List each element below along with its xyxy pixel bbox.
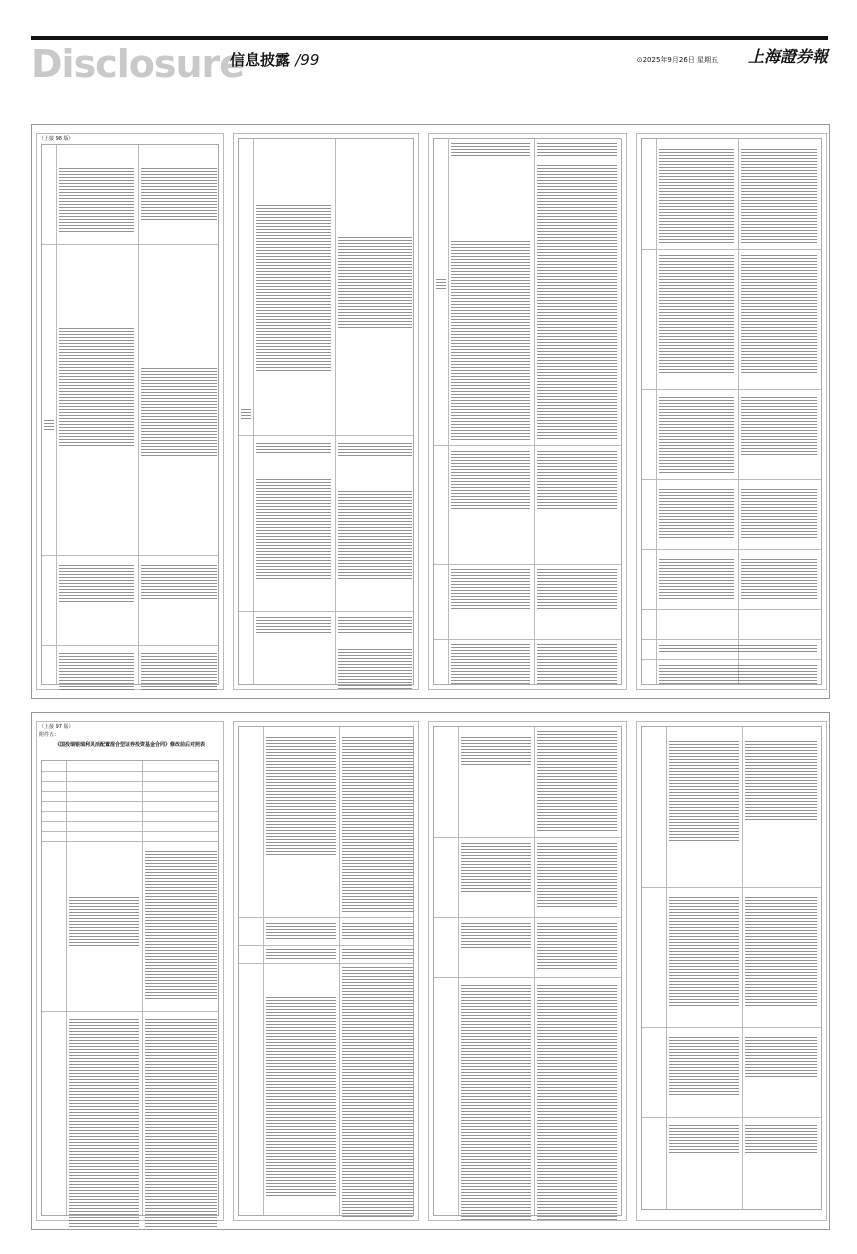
text-block xyxy=(338,649,412,689)
text-block xyxy=(659,489,734,539)
table-rule xyxy=(263,727,264,1215)
date-text: 2025年9月26日 星期五 xyxy=(642,56,718,64)
column-1 xyxy=(36,721,224,1221)
table-rule xyxy=(434,917,621,918)
table-rule xyxy=(738,139,739,684)
table-rule xyxy=(642,1117,821,1118)
text-block xyxy=(69,897,139,947)
text-block xyxy=(659,559,734,599)
continued-label: （上接 97 版） xyxy=(39,724,74,730)
table-rule xyxy=(56,145,57,684)
table-rule xyxy=(642,389,821,390)
section-title-text: 信息披露 xyxy=(230,51,291,69)
text-block xyxy=(745,897,817,1007)
text-block xyxy=(537,165,617,439)
table-rule xyxy=(642,659,821,660)
text-block xyxy=(451,569,530,609)
text-block xyxy=(659,645,817,653)
text-block xyxy=(745,741,817,821)
text-block xyxy=(145,851,217,1001)
table-rule xyxy=(534,139,535,684)
text-block xyxy=(669,897,739,1007)
comparison-table xyxy=(433,138,622,685)
text-block xyxy=(669,741,739,841)
text-block xyxy=(44,420,54,432)
text-block xyxy=(537,569,617,609)
section-title xyxy=(230,50,319,70)
table-rule xyxy=(448,139,449,684)
text-block xyxy=(741,149,817,243)
text-block xyxy=(451,143,530,157)
table-rule xyxy=(642,249,821,250)
text-block xyxy=(659,665,817,685)
table-rule xyxy=(434,977,621,978)
table-rule xyxy=(642,1027,821,1028)
comparison-table xyxy=(641,138,822,685)
table-rule xyxy=(42,831,218,832)
comparison-table xyxy=(238,726,414,1216)
table-rule xyxy=(42,771,218,772)
text-block xyxy=(461,923,531,949)
text-block xyxy=(141,368,217,458)
text-block xyxy=(659,255,734,375)
table-rule xyxy=(742,727,743,1209)
column-2 xyxy=(233,721,419,1221)
column-2 xyxy=(233,133,419,690)
comparison-table xyxy=(238,138,414,685)
text-block xyxy=(256,617,331,635)
text-block xyxy=(537,644,617,684)
table-rule xyxy=(656,139,657,684)
text-block xyxy=(342,737,413,912)
table-rule xyxy=(642,479,821,480)
text-block xyxy=(338,617,412,635)
text-block xyxy=(256,479,331,579)
table-rule xyxy=(434,639,621,640)
text-block xyxy=(266,997,336,1197)
text-block xyxy=(342,949,413,959)
text-block xyxy=(461,843,531,893)
text-block xyxy=(741,397,817,457)
text-block xyxy=(141,168,217,222)
text-block xyxy=(741,559,817,599)
table-rule xyxy=(42,811,218,812)
table-rule xyxy=(138,145,139,684)
text-block xyxy=(745,1125,817,1155)
table-rule xyxy=(239,611,413,612)
table-rule xyxy=(434,837,621,838)
text-block xyxy=(741,255,817,375)
table-rule xyxy=(642,549,821,550)
text-block xyxy=(659,397,734,473)
text-block xyxy=(338,491,412,581)
table-rule xyxy=(42,244,218,245)
table-rule xyxy=(239,963,413,964)
text-block xyxy=(141,565,217,601)
table-rule xyxy=(42,781,218,782)
text-block xyxy=(342,923,413,939)
brand-wordmark: Disclosure xyxy=(31,42,245,86)
table-rule xyxy=(42,841,218,842)
text-block xyxy=(338,237,412,329)
text-block xyxy=(461,737,531,767)
text-block xyxy=(451,241,530,441)
text-block xyxy=(69,1019,139,1229)
comparison-table xyxy=(41,144,219,685)
date-line: ⊙2025年9月26日 星期五 xyxy=(636,56,718,64)
text-block xyxy=(461,985,531,1221)
column-1 xyxy=(36,133,224,690)
page-number: /99 xyxy=(295,51,320,69)
column-4 xyxy=(636,721,827,1221)
text-block xyxy=(141,653,217,691)
masthead xyxy=(31,44,828,84)
text-block xyxy=(266,923,336,939)
text-block xyxy=(537,143,617,157)
comparison-table xyxy=(641,726,822,1210)
text-block xyxy=(451,644,530,684)
table-rule xyxy=(239,945,413,946)
text-block xyxy=(59,328,134,448)
table-rule xyxy=(642,887,821,888)
text-block xyxy=(537,843,617,909)
comparison-table xyxy=(433,726,622,1216)
text-block xyxy=(145,1019,217,1229)
page-sheet-lower xyxy=(31,712,830,1230)
column-4 xyxy=(636,133,827,690)
attachment-label: 附件五： xyxy=(39,732,60,738)
table-rule xyxy=(335,139,336,684)
table-rule xyxy=(42,555,218,556)
text-block xyxy=(659,149,734,243)
text-block xyxy=(342,967,413,1219)
table-rule xyxy=(142,761,143,1215)
comparison-table xyxy=(41,760,219,1216)
text-block xyxy=(266,737,336,857)
text-block xyxy=(266,949,336,959)
text-block xyxy=(669,1125,739,1155)
text-block xyxy=(745,1037,817,1077)
table-rule xyxy=(66,761,67,1215)
table-rule xyxy=(239,917,413,918)
text-block xyxy=(338,443,412,457)
text-block xyxy=(741,489,817,539)
text-block xyxy=(256,205,331,373)
column-3 xyxy=(428,133,627,690)
table-rule xyxy=(42,791,218,792)
continued-label: （上接 98 版） xyxy=(39,136,74,142)
table-rule xyxy=(666,727,667,1209)
text-block xyxy=(436,279,446,289)
table-rule xyxy=(434,564,621,565)
text-block xyxy=(256,443,331,455)
text-block xyxy=(537,923,617,969)
text-block xyxy=(537,985,617,1221)
text-block xyxy=(669,1037,739,1097)
document-title: 《国投瑞银瑞利灵活配置混合型证券投资基金合同》修改前后对照表 xyxy=(54,742,205,748)
table-rule xyxy=(239,435,413,436)
newspaper-name: 上海證券報 xyxy=(747,47,828,66)
text-block xyxy=(451,451,530,511)
table-rule xyxy=(642,609,821,610)
table-rule xyxy=(642,639,821,640)
table-rule xyxy=(253,139,254,684)
top-rule xyxy=(31,36,828,40)
table-rule xyxy=(42,645,218,646)
text-block xyxy=(241,409,251,419)
table-rule xyxy=(534,727,535,1215)
text-block xyxy=(59,565,134,603)
column-3 xyxy=(428,721,627,1221)
text-block xyxy=(537,731,617,831)
table-rule xyxy=(458,727,459,1215)
table-rule xyxy=(42,801,218,802)
text-block xyxy=(537,451,617,511)
table-rule xyxy=(42,821,218,822)
table-rule xyxy=(339,727,340,1215)
table-rule xyxy=(434,445,621,446)
text-block xyxy=(59,168,134,234)
table-rule xyxy=(42,1011,218,1012)
page-sheet-upper xyxy=(31,124,830,699)
text-block xyxy=(59,653,134,691)
